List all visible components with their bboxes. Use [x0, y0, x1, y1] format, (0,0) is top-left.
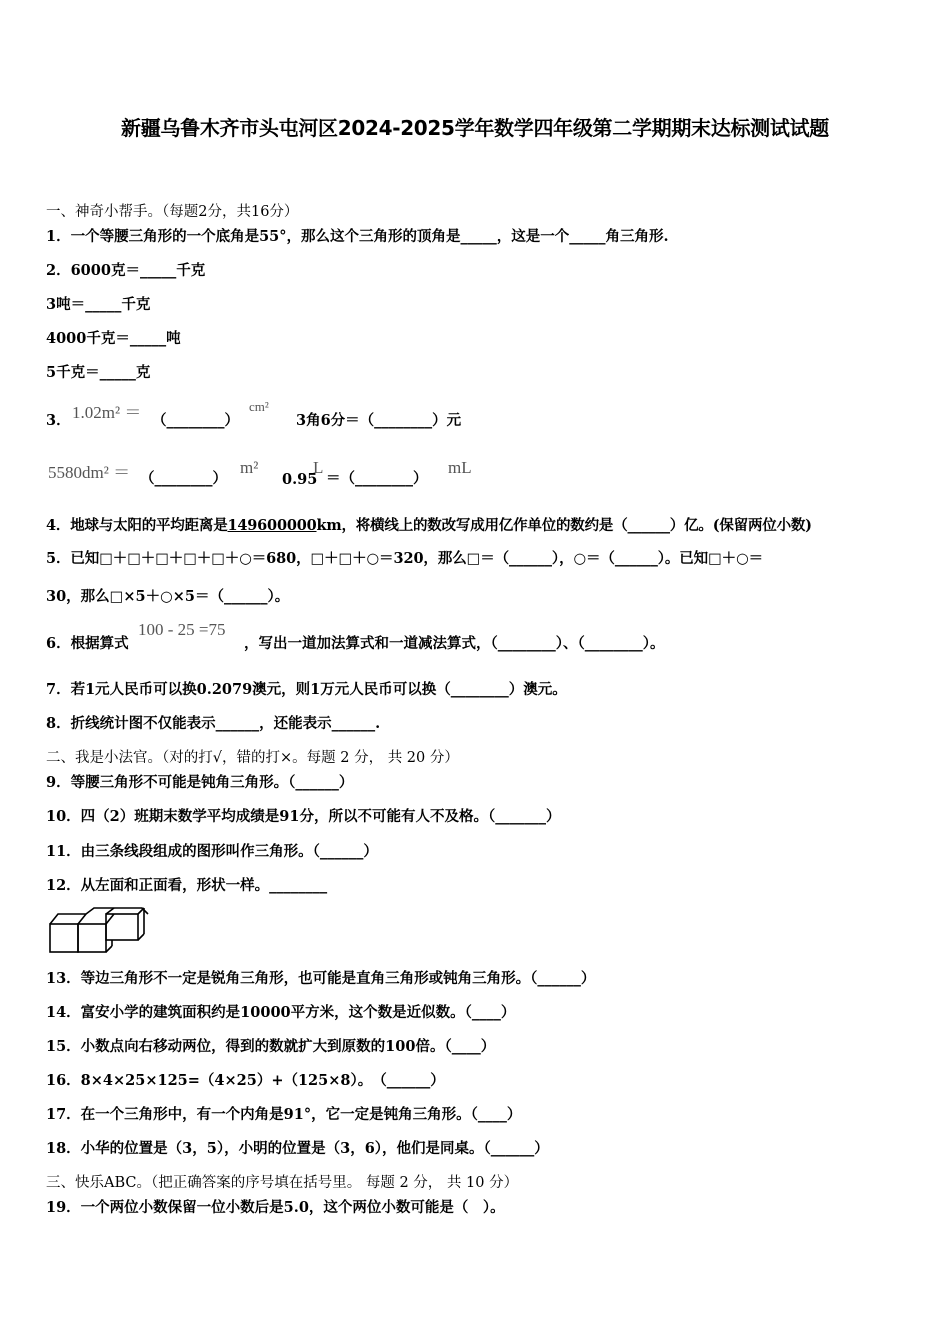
question-11: 11．由三条线段组成的图形叫作三角形。（______）: [46, 843, 378, 860]
question-3-number: 3．: [46, 412, 71, 429]
q6-prefix: 6．根据算式: [46, 635, 129, 652]
cubes-figure: [48, 906, 152, 954]
question-16: 16．8×4×25×125=（4×25）+（125×8）。 （______）: [46, 1072, 445, 1089]
question-10: 10．四（2）班期末数学平均成绩是91分，所以不可能有人不及格。（_______）: [46, 808, 561, 825]
section-1-heading: 一、神奇小帮手。（每题2分，共16分）: [46, 204, 299, 220]
page-title: 新疆乌鲁木齐市头屯河区2024-2025学年数学四年级第二学期期末达标测试试题: [121, 116, 829, 140]
q6-suffix: ，写出一道加法算式和一道减法算式，（________）、（________）。: [244, 635, 665, 652]
question-8: 8．折线统计图不仅能表示______，还能表示______.: [46, 715, 381, 732]
section-3-heading: 三、快乐ABC。（把正确答案的序号填在括号里。 每题 2 分， 共 10 分）: [46, 1175, 519, 1191]
q3-money-conversion: 3角6分＝（________）元: [296, 412, 462, 429]
section-2-heading: 二、我是小法官。（对的打√，错的打×。每题 2 分， 共 20 分）: [46, 750, 459, 766]
question-7: 7．若1元人民币可以换0.2079澳元，则1万元人民币可以换（________）澳元。: [46, 681, 567, 698]
q3-unit-2: m²: [240, 458, 259, 477]
q3-volume-value: 0.95: [282, 471, 318, 488]
question-12: 12．从左面和正面看，形状一样。________: [46, 877, 328, 894]
q4-prefix: 4．地球与太阳的平均距离是: [46, 517, 228, 534]
question-19: 19．一个两位小数保留一位小数后是5.0，这个两位小数可能是（ ）。: [46, 1199, 505, 1216]
question-2d: 5千克＝_____克: [46, 364, 151, 381]
question-9: 9．等腰三角形不可能是钝角三角形。（______）: [46, 774, 354, 791]
question-4: [46, 516, 812, 536]
question-14: 14．富安小学的建筑面积约是10000平方米，这个数是近似数。（____）: [46, 1004, 516, 1021]
q6-expression: 100 - 25 =75: [138, 620, 226, 639]
q3-expr-2: 5580dm² ＝: [48, 463, 131, 482]
q3-unit-ml: mL: [448, 458, 472, 477]
question-15: 15．小数点向右移动两位，得到的数就扩大到原数的100倍。（____）: [46, 1038, 496, 1055]
q4-suffix: km，将横线上的数改写成用亿作单位的数约是（______）亿。(保留两位小数): [316, 517, 812, 534]
q3-blank-1: （________）: [152, 412, 239, 429]
q3-blank-2: （________）: [140, 470, 227, 487]
question-2c: 4000千克＝_____吨: [46, 330, 181, 347]
question-17: 17．在一个三角形中，有一个内角是91°，它一定是钝角三角形。（____）: [46, 1106, 522, 1123]
question-1: 1．一个等腰三角形的一个底角是55°，那么这个三角形的顶角是_____，这是一个_____角三角形.: [46, 228, 669, 245]
q3-unit-1: cm²: [249, 399, 269, 414]
q3-blank-3: ＝（________）: [326, 470, 428, 487]
question-13: 13．等边三角形不一定是锐角三角形，也可能是直角三角形或钝角三角形。（______）: [46, 970, 596, 987]
question-2b: 3吨＝_____千克: [46, 296, 151, 313]
question-5-line-2: 30，那么□×5＋○×5＝（______）。: [46, 588, 290, 605]
question-18: 18．小华的位置是（3，5），小明的位置是（3，6），他们是同桌。（______）: [46, 1140, 549, 1157]
q4-distance-number: 149600000: [227, 517, 317, 534]
question-5-line-1: 5．已知□＋□＋□＋□＋□＋○＝680，□＋□＋○＝320，那么□＝（______），○＝（______）。已知□＋○＝: [46, 550, 764, 567]
q3-expr-1: 1.02m² ＝: [72, 403, 142, 422]
q3-unit-liter: L: [313, 458, 324, 477]
question-2a: 2．6000克＝_____千克: [46, 262, 206, 279]
